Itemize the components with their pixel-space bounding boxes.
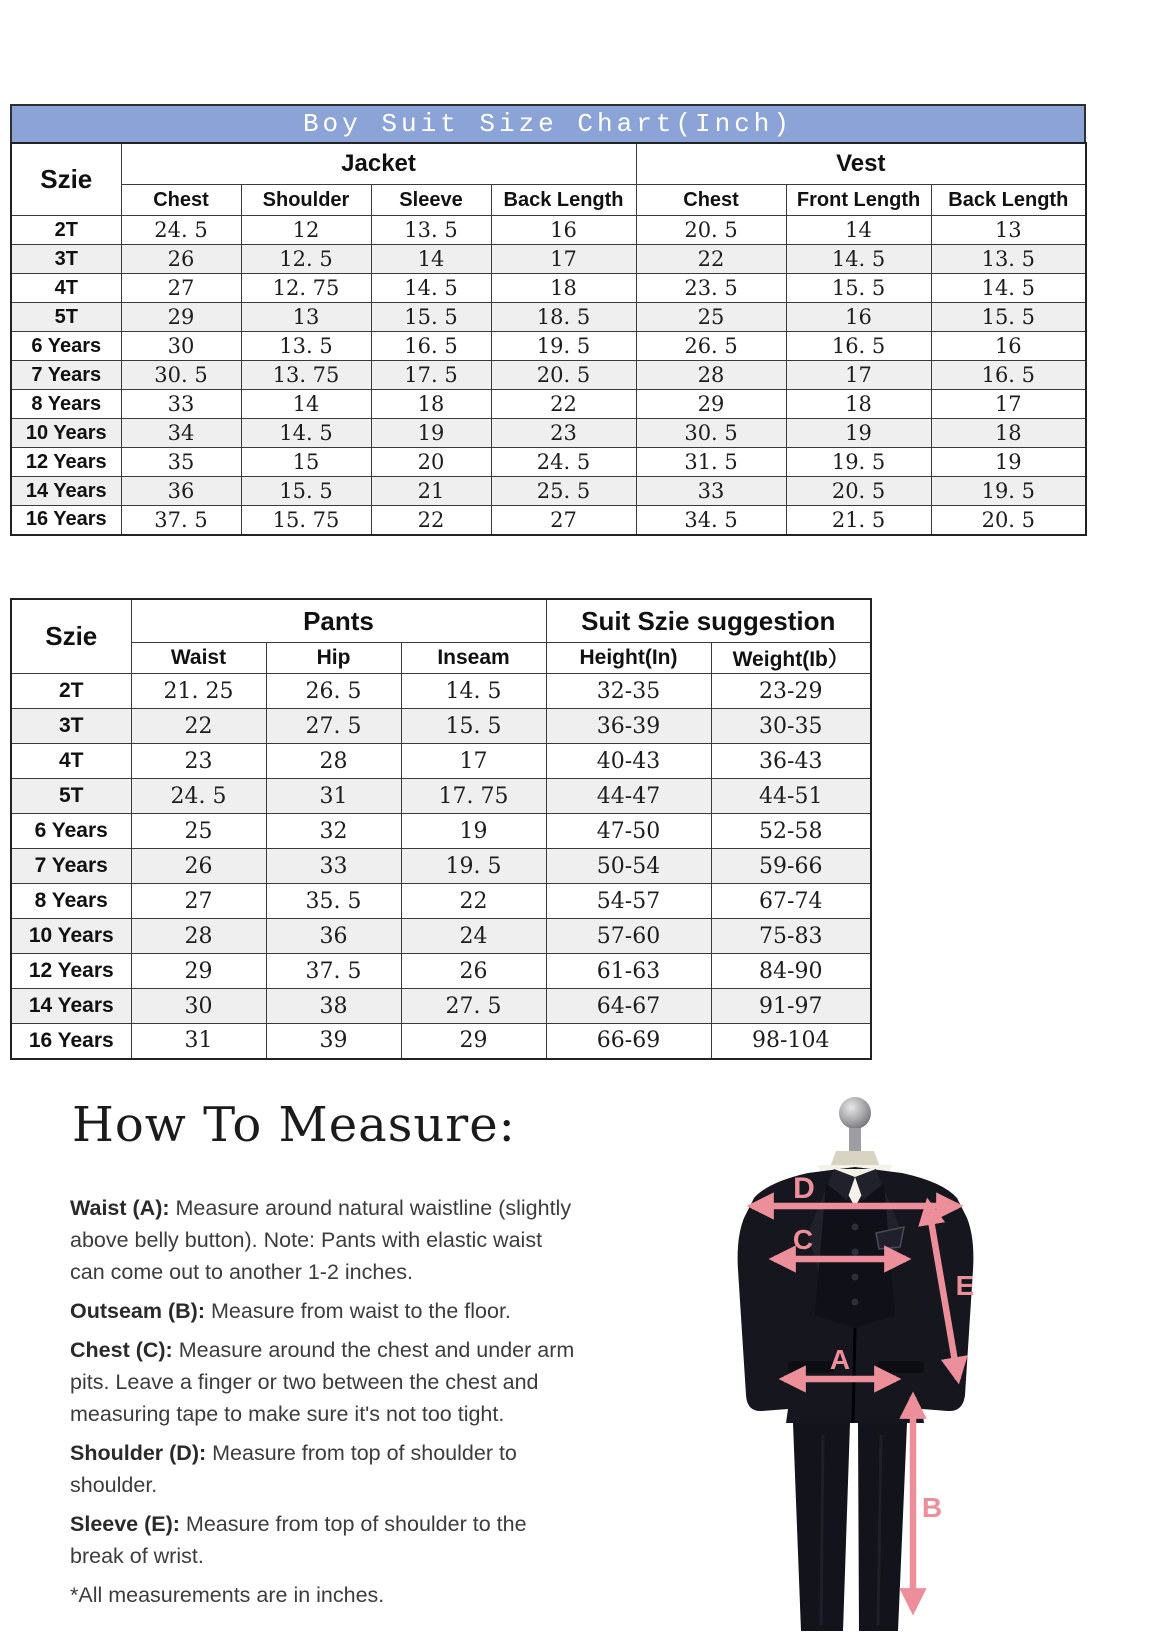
vest-button [852, 1299, 859, 1306]
value-cell: 17. 5 [371, 361, 491, 390]
table-row [11, 989, 871, 1024]
measure-instruction-waist [70, 1192, 575, 1288]
value-cell: 14 [371, 245, 491, 274]
value-cell: 14. 5 [401, 674, 546, 709]
col-header-vest-back-length: Back Length [931, 185, 1086, 216]
value-cell: 57-60 [546, 919, 711, 954]
value-cell: 52-58 [711, 814, 871, 849]
table-row [11, 954, 871, 989]
value-cell: 27 [491, 506, 636, 535]
size-label-cell: 6 Years [11, 814, 131, 849]
value-cell: 33 [266, 849, 401, 884]
diagram-label-shoulder: D [793, 1172, 815, 1205]
measure-text-sleeve: Measure from top of shoulder to the break of wrist. [70, 1512, 527, 1568]
value-cell: 59-66 [711, 849, 871, 884]
value-cell: 66-69 [546, 1024, 711, 1059]
value-cell: 13. 5 [931, 245, 1086, 274]
size-label-cell: 8 Years [11, 390, 121, 419]
col-header-waist: Waist [131, 643, 266, 674]
col-header-hip: Hip [266, 643, 401, 674]
vest-button [852, 1249, 859, 1256]
table-row [11, 419, 1086, 448]
value-cell: 14 [786, 216, 931, 245]
value-cell: 22 [636, 245, 786, 274]
value-cell: 15. 5 [786, 274, 931, 303]
col-header-weight: Weight(Ib） [711, 643, 871, 674]
value-cell: 31 [131, 1024, 266, 1059]
value-cell: 12. 5 [241, 245, 371, 274]
value-cell: 30. 5 [636, 419, 786, 448]
value-cell: 27 [131, 884, 266, 919]
value-cell: 15. 5 [401, 709, 546, 744]
value-cell: 24. 5 [131, 779, 266, 814]
value-cell: 19. 5 [786, 448, 931, 477]
col-header-jacket-shoulder: Shoulder [241, 185, 371, 216]
value-cell: 22 [491, 390, 636, 419]
value-cell: 30. 5 [121, 361, 241, 390]
value-cell: 35 [121, 448, 241, 477]
table-row [11, 361, 1086, 390]
table-row [11, 506, 1086, 535]
mannequin-neck-post [849, 1128, 861, 1152]
size-label-cell: 12 Years [11, 954, 131, 989]
value-cell: 29 [401, 1024, 546, 1059]
jacket-left-pocket [788, 1361, 834, 1373]
value-cell: 33 [121, 390, 241, 419]
diagram-label-sleeve: E [955, 1270, 975, 1301]
value-cell: 15. 5 [931, 303, 1086, 332]
size-column-header: Szie [11, 599, 131, 674]
value-cell: 30 [131, 989, 266, 1024]
value-cell: 29 [121, 303, 241, 332]
col-header-inseam: Inseam [401, 643, 546, 674]
measure-text-shoulder: Measure from top of shoulder to shoulder. [70, 1441, 517, 1497]
col-header-jacket-chest: Chest [121, 185, 241, 216]
value-cell: 37. 5 [266, 954, 401, 989]
value-cell: 12 [241, 216, 371, 245]
value-cell: 24. 5 [121, 216, 241, 245]
value-cell: 16. 5 [371, 332, 491, 361]
vest-button [852, 1224, 859, 1231]
measure-label-chest: Chest (C): [70, 1338, 173, 1362]
value-cell: 23. 5 [636, 274, 786, 303]
value-cell: 27 [121, 274, 241, 303]
value-cell: 13. 5 [241, 332, 371, 361]
pants-table-body [11, 674, 871, 1059]
value-cell: 47-50 [546, 814, 711, 849]
jacket-vest-table-body [11, 216, 1086, 535]
value-cell: 13 [241, 303, 371, 332]
jacket-vest-chart-block [10, 104, 1086, 536]
mannequin-finial-ball [839, 1097, 871, 1129]
table-row [11, 849, 871, 884]
table-row [11, 779, 871, 814]
size-label-cell: 2T [11, 674, 131, 709]
value-cell: 19. 5 [491, 332, 636, 361]
value-cell: 19. 5 [401, 849, 546, 884]
value-cell: 20. 5 [786, 477, 931, 506]
value-cell: 17 [786, 361, 931, 390]
value-cell: 27. 5 [401, 989, 546, 1024]
value-cell: 34 [121, 419, 241, 448]
value-cell: 17. 75 [401, 779, 546, 814]
table-row [11, 390, 1086, 419]
value-cell: 25 [636, 303, 786, 332]
vest-group-header: Vest [636, 143, 1086, 185]
value-cell: 50-54 [546, 849, 711, 884]
value-cell: 23 [491, 419, 636, 448]
size-label-cell: 4T [11, 744, 131, 779]
pants-right-leg [858, 1423, 907, 1631]
diagram-label-outseam: B [921, 1492, 943, 1523]
measure-text-outseam: Measure from waist to the floor. [210, 1299, 511, 1323]
value-cell: 67-74 [711, 884, 871, 919]
col-header-vest-chest: Chest [636, 185, 786, 216]
value-cell: 64-67 [546, 989, 711, 1024]
value-cell: 15. 5 [241, 477, 371, 506]
suit-measurement-diagram [660, 1065, 1080, 1645]
value-cell: 22 [371, 506, 491, 535]
value-cell: 28 [636, 361, 786, 390]
value-cell: 20. 5 [491, 361, 636, 390]
value-cell: 26 [121, 245, 241, 274]
value-cell: 28 [266, 744, 401, 779]
table-row [11, 674, 871, 709]
value-cell: 98-104 [711, 1024, 871, 1059]
table-row [11, 744, 871, 779]
value-cell: 18 [491, 274, 636, 303]
size-label-cell: 5T [11, 303, 121, 332]
value-cell: 75-83 [711, 919, 871, 954]
value-cell: 26. 5 [636, 332, 786, 361]
value-cell: 26. 5 [266, 674, 401, 709]
jacket-group-header: Jacket [121, 143, 636, 185]
chart-title: Boy Suit Size Chart(Inch) [302, 109, 794, 139]
measure-label-shoulder: Shoulder (D): [70, 1441, 207, 1465]
value-cell: 16 [931, 332, 1086, 361]
measurements-footnote: *All measurements are in inches. [70, 1583, 385, 1607]
size-label-cell: 12 Years [11, 448, 121, 477]
value-cell: 14 [241, 390, 371, 419]
value-cell: 44-47 [546, 779, 711, 814]
value-cell: 91-97 [711, 989, 871, 1024]
size-label-cell: 4T [11, 274, 121, 303]
how-to-measure-section [70, 1097, 575, 1618]
value-cell: 14. 5 [371, 274, 491, 303]
value-cell: 36 [121, 477, 241, 506]
pants-suggestion-table [10, 598, 872, 1060]
value-cell: 14. 5 [931, 274, 1086, 303]
value-cell: 33 [636, 477, 786, 506]
pants-group-header: Pants [131, 599, 546, 643]
value-cell: 25. 5 [491, 477, 636, 506]
value-cell: 30 [121, 332, 241, 361]
jacket-right-pocket [878, 1361, 924, 1373]
value-cell: 24 [401, 919, 546, 954]
size-column-header: Szie [11, 143, 121, 216]
measure-label-outseam: Outseam (B): [70, 1299, 205, 1323]
col-header-vest-front-length: Front Length [786, 185, 931, 216]
value-cell: 32 [266, 814, 401, 849]
suit-suggestion-group-header: Suit Szie suggestion [546, 599, 871, 643]
value-cell: 36 [266, 919, 401, 954]
size-label-cell: 10 Years [11, 919, 131, 954]
measure-text-chest: Measure around the chest and under arm pits. Leave a finger or two between the chest and measuring tape to make sure it's not too tight. [70, 1338, 575, 1426]
size-label-cell: 16 Years [11, 506, 121, 535]
table-row [11, 477, 1086, 506]
value-cell: 16 [786, 303, 931, 332]
value-cell: 61-63 [546, 954, 711, 989]
table-row [11, 1024, 871, 1059]
value-cell: 19 [786, 419, 931, 448]
size-label-cell: 3T [11, 245, 121, 274]
value-cell: 84-90 [711, 954, 871, 989]
col-header-jacket-back-length: Back Length [491, 185, 636, 216]
value-cell: 28 [131, 919, 266, 954]
value-cell: 35. 5 [266, 884, 401, 919]
value-cell: 16. 5 [931, 361, 1086, 390]
value-cell: 40-43 [546, 744, 711, 779]
pants-crease [821, 1435, 823, 1625]
table-row [11, 448, 1086, 477]
size-label-cell: 14 Years [11, 477, 121, 506]
table-row [11, 303, 1086, 332]
value-cell: 19. 5 [931, 477, 1086, 506]
value-cell: 18 [931, 419, 1086, 448]
value-cell: 16 [491, 216, 636, 245]
table-row [11, 274, 1086, 303]
value-cell: 34. 5 [636, 506, 786, 535]
size-label-cell: 3T [11, 709, 131, 744]
value-cell: 21 [371, 477, 491, 506]
value-cell: 25 [131, 814, 266, 849]
value-cell: 22 [131, 709, 266, 744]
diagram-label-chest: C [792, 1224, 814, 1255]
value-cell: 12. 75 [241, 274, 371, 303]
value-cell: 24. 5 [491, 448, 636, 477]
size-label-cell: 14 Years [11, 989, 131, 1024]
size-label-cell: 5T [11, 779, 131, 814]
value-cell: 54-57 [546, 884, 711, 919]
vest-button [852, 1274, 859, 1281]
size-label-cell: 16 Years [11, 1024, 131, 1059]
mannequin-neck-block [830, 1151, 880, 1167]
value-cell: 17 [931, 390, 1086, 419]
size-label-cell: 7 Years [11, 361, 121, 390]
table-row [11, 884, 871, 919]
value-cell: 18. 5 [491, 303, 636, 332]
pants-chart-block [10, 598, 870, 1060]
value-cell: 17 [491, 245, 636, 274]
size-label-cell: 2T [11, 216, 121, 245]
diagram-label-waist: A [829, 1344, 851, 1375]
value-cell: 14. 5 [241, 419, 371, 448]
value-cell: 36-43 [711, 744, 871, 779]
value-cell: 15 [241, 448, 371, 477]
value-cell: 20. 5 [931, 506, 1086, 535]
value-cell: 20 [371, 448, 491, 477]
value-cell: 19 [371, 419, 491, 448]
value-cell: 39 [266, 1024, 401, 1059]
value-cell: 29 [636, 390, 786, 419]
value-cell: 26 [401, 954, 546, 989]
size-label-cell: 10 Years [11, 419, 121, 448]
table-row [11, 919, 871, 954]
value-cell: 31 [266, 779, 401, 814]
measure-instruction-chest [70, 1334, 575, 1430]
value-cell: 36-39 [546, 709, 711, 744]
value-cell: 37. 5 [121, 506, 241, 535]
jacket-vest-table [10, 142, 1087, 536]
value-cell: 18 [371, 390, 491, 419]
jacket-front-opening [853, 1328, 855, 1423]
value-cell: 23-29 [711, 674, 871, 709]
value-cell: 19 [931, 448, 1086, 477]
value-cell: 30-35 [711, 709, 871, 744]
value-cell: 15. 5 [371, 303, 491, 332]
value-cell: 13. 5 [371, 216, 491, 245]
value-cell: 18 [786, 390, 931, 419]
size-label-cell: 7 Years [11, 849, 131, 884]
size-label-cell: 6 Years [11, 332, 121, 361]
value-cell: 20. 5 [636, 216, 786, 245]
value-cell: 15. 75 [241, 506, 371, 535]
measure-label-waist: Waist (A): [70, 1196, 170, 1220]
measure-instruction-shoulder [70, 1437, 575, 1501]
measure-text-waist: Measure around natural waistline (slightly above belly button). Note: Pants with elastic waist can come out to another 1-2 inches. [70, 1196, 572, 1284]
table-row [11, 814, 871, 849]
value-cell: 21. 25 [131, 674, 266, 709]
value-cell: 17 [401, 744, 546, 779]
value-cell: 44-51 [711, 779, 871, 814]
table-row [11, 709, 871, 744]
value-cell: 38 [266, 989, 401, 1024]
value-cell: 14. 5 [786, 245, 931, 274]
table-row [11, 216, 1086, 245]
col-header-height: Height(In) [546, 643, 711, 674]
value-cell: 26 [131, 849, 266, 884]
value-cell: 31. 5 [636, 448, 786, 477]
value-cell: 21. 5 [786, 506, 931, 535]
measure-instruction-outseam [70, 1295, 575, 1327]
table-row [11, 332, 1086, 361]
value-cell: 27. 5 [266, 709, 401, 744]
how-to-measure-heading: How To Measure: [72, 1097, 516, 1153]
size-label-cell: 8 Years [11, 884, 131, 919]
chart-title-bar [10, 104, 1086, 142]
measure-label-sleeve: Sleeve (E): [70, 1512, 180, 1536]
value-cell: 13 [931, 216, 1086, 245]
col-header-jacket-sleeve: Sleeve [371, 185, 491, 216]
measure-instruction-sleeve [70, 1508, 575, 1572]
value-cell: 19 [401, 814, 546, 849]
value-cell: 29 [131, 954, 266, 989]
value-cell: 32-35 [546, 674, 711, 709]
value-cell: 13. 75 [241, 361, 371, 390]
value-cell: 23 [131, 744, 266, 779]
value-cell: 16. 5 [786, 332, 931, 361]
value-cell: 22 [401, 884, 546, 919]
table-row [11, 245, 1086, 274]
